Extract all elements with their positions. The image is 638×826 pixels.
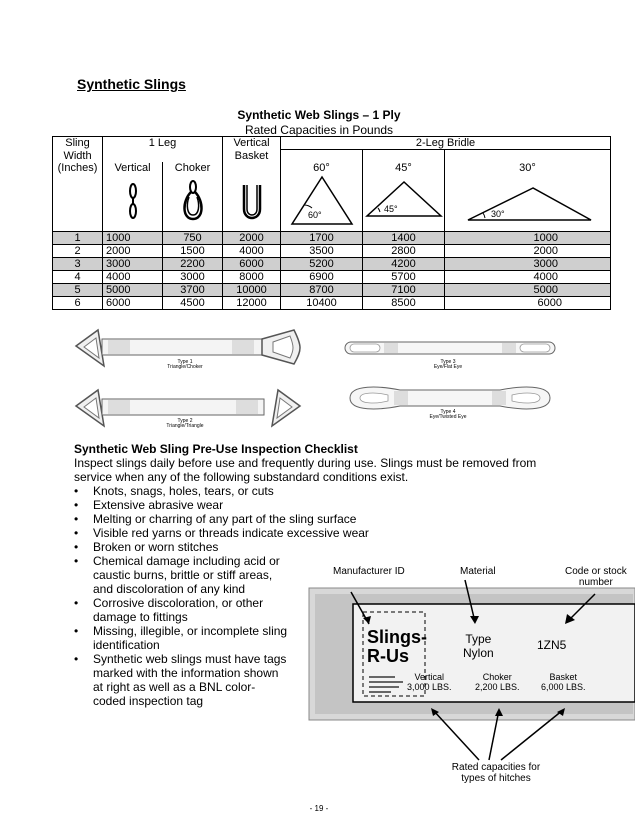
capacity-table (52, 136, 611, 310)
cell-45: 7100 (363, 283, 445, 296)
basket-sling-icon (237, 179, 267, 223)
list-item: • Knots, snags, holes, tears, or cuts (74, 484, 574, 498)
sling-types-right (340, 334, 560, 424)
section-title: Synthetic Slings (77, 76, 186, 92)
cell-basket: 12000 (223, 296, 281, 309)
type2-caption (163, 419, 207, 429)
type3-caption (422, 360, 474, 370)
type4-description: Eye/Twisted Eye (429, 414, 467, 420)
cell-vertical: 1000 (103, 231, 163, 244)
sling-types-left (68, 326, 308, 432)
header-angle-30: 30° (445, 162, 611, 174)
cell-basket: 10000 (223, 283, 281, 296)
triangle-sling-illustration (68, 326, 308, 432)
table-row (53, 296, 611, 309)
type2-description: Triangle/Triangle (166, 423, 204, 429)
cell-30: 1000 (445, 231, 611, 244)
list-item: • Broken or worn stitches (74, 540, 574, 554)
cell-60: 10400 (281, 296, 363, 309)
cell-45: 4200 (363, 257, 445, 270)
header-vertical: Vertical (103, 162, 163, 174)
type4-label: Type 4 (440, 409, 456, 415)
diagram-label-60: 60° (307, 209, 322, 220)
list-item: • Visible red yarns or threads indicate excessive wear (74, 526, 574, 540)
cell-60: 6900 (281, 270, 363, 283)
type4-caption (422, 410, 474, 420)
triangle-30-icon (463, 174, 593, 228)
checklist-intro-1: Inspect slings daily before use and frequently during use. Slings must be removed from (74, 456, 537, 470)
cell-30: 6000 (445, 296, 611, 309)
triangle-60-icon (282, 174, 362, 228)
type1-description: Triangle/Choker (167, 364, 203, 370)
material-label: Material (460, 566, 496, 577)
sling-tag-diagram (305, 562, 635, 798)
cell-30: 4000 (445, 270, 611, 283)
list-item: • Corrosive discoloration, or other damage to fittings (74, 596, 574, 624)
bridle-45-diagram (363, 174, 445, 232)
cell-30: 2000 (445, 244, 611, 257)
cell-choker: 4500 (163, 296, 223, 309)
list-item: • Chemical damage including acid or caustic burns, brittle or stiff areas, and discoloration of any kind (74, 554, 574, 596)
cell-vertical: 2000 (103, 244, 163, 257)
cell-choker: 1500 (163, 244, 223, 257)
cell-vertical: 4000 (103, 270, 163, 283)
list-item: • Missing, illegible, or incomplete sling identification (74, 624, 574, 652)
cell-45: 2800 (363, 244, 445, 257)
type3-description: Eye/Flat Eye (433, 364, 463, 370)
diagram-label-45: 45° (383, 203, 398, 214)
cell-vertical: 6000 (103, 296, 163, 309)
cell-width: 3 (53, 257, 103, 270)
list-item: • Melting or charring of any part of the sling surface (74, 512, 574, 526)
vertical-sling-icon (123, 181, 143, 221)
cell-45: 8500 (363, 296, 445, 309)
cell-30: 3000 (445, 257, 611, 270)
header-sling-width-3: (Inches) (53, 162, 103, 174)
basket-hitch-diagram (223, 174, 281, 232)
type3-label: Type 3 (440, 359, 456, 365)
cell-width: 1 (53, 231, 103, 244)
header-angle-45: 45° (363, 162, 445, 174)
manufacturer-name: Slings- R-Us (367, 627, 428, 666)
type2-label: Type 2 (177, 418, 193, 424)
cell-choker: 3700 (163, 283, 223, 296)
cell-basket: 2000 (223, 231, 281, 244)
cell-width: 6 (53, 296, 103, 309)
list-item: • Synthetic web slings must have tags marked with the information shown at right as well as a BNL color- coded inspection tag (74, 652, 574, 708)
type3-sling (345, 342, 555, 354)
header-angle-60: 60° (281, 162, 363, 174)
header-sling-width-2: Width (53, 150, 103, 162)
header-sling-width-1: Sling (53, 137, 103, 150)
capacity-vertical: Vertical 3,000 LBS. (407, 672, 452, 692)
cell-vertical: 5000 (103, 283, 163, 296)
table-row (53, 270, 611, 283)
cell-basket: 4000 (223, 244, 281, 257)
page-number: - 19 - (309, 804, 329, 813)
header-vertical-basket-1: Vertical (223, 137, 281, 150)
cell-60: 8700 (281, 283, 363, 296)
header-choker: Choker (163, 162, 223, 174)
cell-60: 3500 (281, 244, 363, 257)
diagram-label-30: 30° (490, 208, 505, 219)
bridle-30-diagram (445, 174, 611, 232)
cell-choker: 3000 (163, 270, 223, 283)
cell-basket: 6000 (223, 257, 281, 270)
triangle-45-icon (364, 174, 444, 228)
type1-label: Type 1 (177, 359, 193, 365)
rated-capacities-label: Rated capacities for types of hitches (451, 762, 541, 784)
capacity-choker: Choker 2,200 LBS. (475, 672, 520, 692)
cell-width: 5 (53, 283, 103, 296)
type1-caption (163, 360, 207, 370)
material-value: Type Nylon (463, 632, 494, 660)
table-subtitle: Rated Capacities in Pounds (244, 123, 394, 137)
header-vertical-basket-2: Basket (223, 150, 281, 162)
choker-sling-icon (178, 179, 208, 223)
cell-width: 4 (53, 270, 103, 283)
cell-45: 5700 (363, 270, 445, 283)
capacity-basket: Basket 6,000 LBS. (541, 672, 586, 692)
cell-60: 5200 (281, 257, 363, 270)
cell-basket: 8000 (223, 270, 281, 283)
cell-45: 1400 (363, 231, 445, 244)
table-row (53, 283, 611, 296)
table-title: Synthetic Web Slings – 1 Ply (237, 108, 401, 122)
table-row (53, 257, 611, 270)
cell-width: 2 (53, 244, 103, 257)
cell-30: 5000 (445, 283, 611, 296)
cell-60: 1700 (281, 231, 363, 244)
code-label: Code or stock number (565, 566, 627, 588)
manufacturer-id-label: Manufacturer ID (333, 566, 405, 577)
bridle-60-diagram (281, 174, 363, 232)
table-row (53, 231, 611, 244)
header-two-leg-bridle: 2-Leg Bridle (281, 137, 611, 150)
header-one-leg: 1 Leg (103, 137, 223, 150)
choker-hitch-diagram (163, 174, 223, 232)
cell-choker: 2200 (163, 257, 223, 270)
table-row (53, 244, 611, 257)
cell-choker: 750 (163, 231, 223, 244)
list-item: • Extensive abrasive wear (74, 498, 574, 512)
cell-vertical: 3000 (103, 257, 163, 270)
checklist-intro-2: service when any of the following substandard conditions exist. (74, 470, 409, 484)
vertical-hitch-diagram (103, 174, 163, 232)
checklist-heading: Synthetic Web Sling Pre-Use Inspection Checklist (74, 442, 358, 456)
code-value: 1ZN5 (537, 638, 567, 652)
type4-sling (350, 387, 550, 409)
